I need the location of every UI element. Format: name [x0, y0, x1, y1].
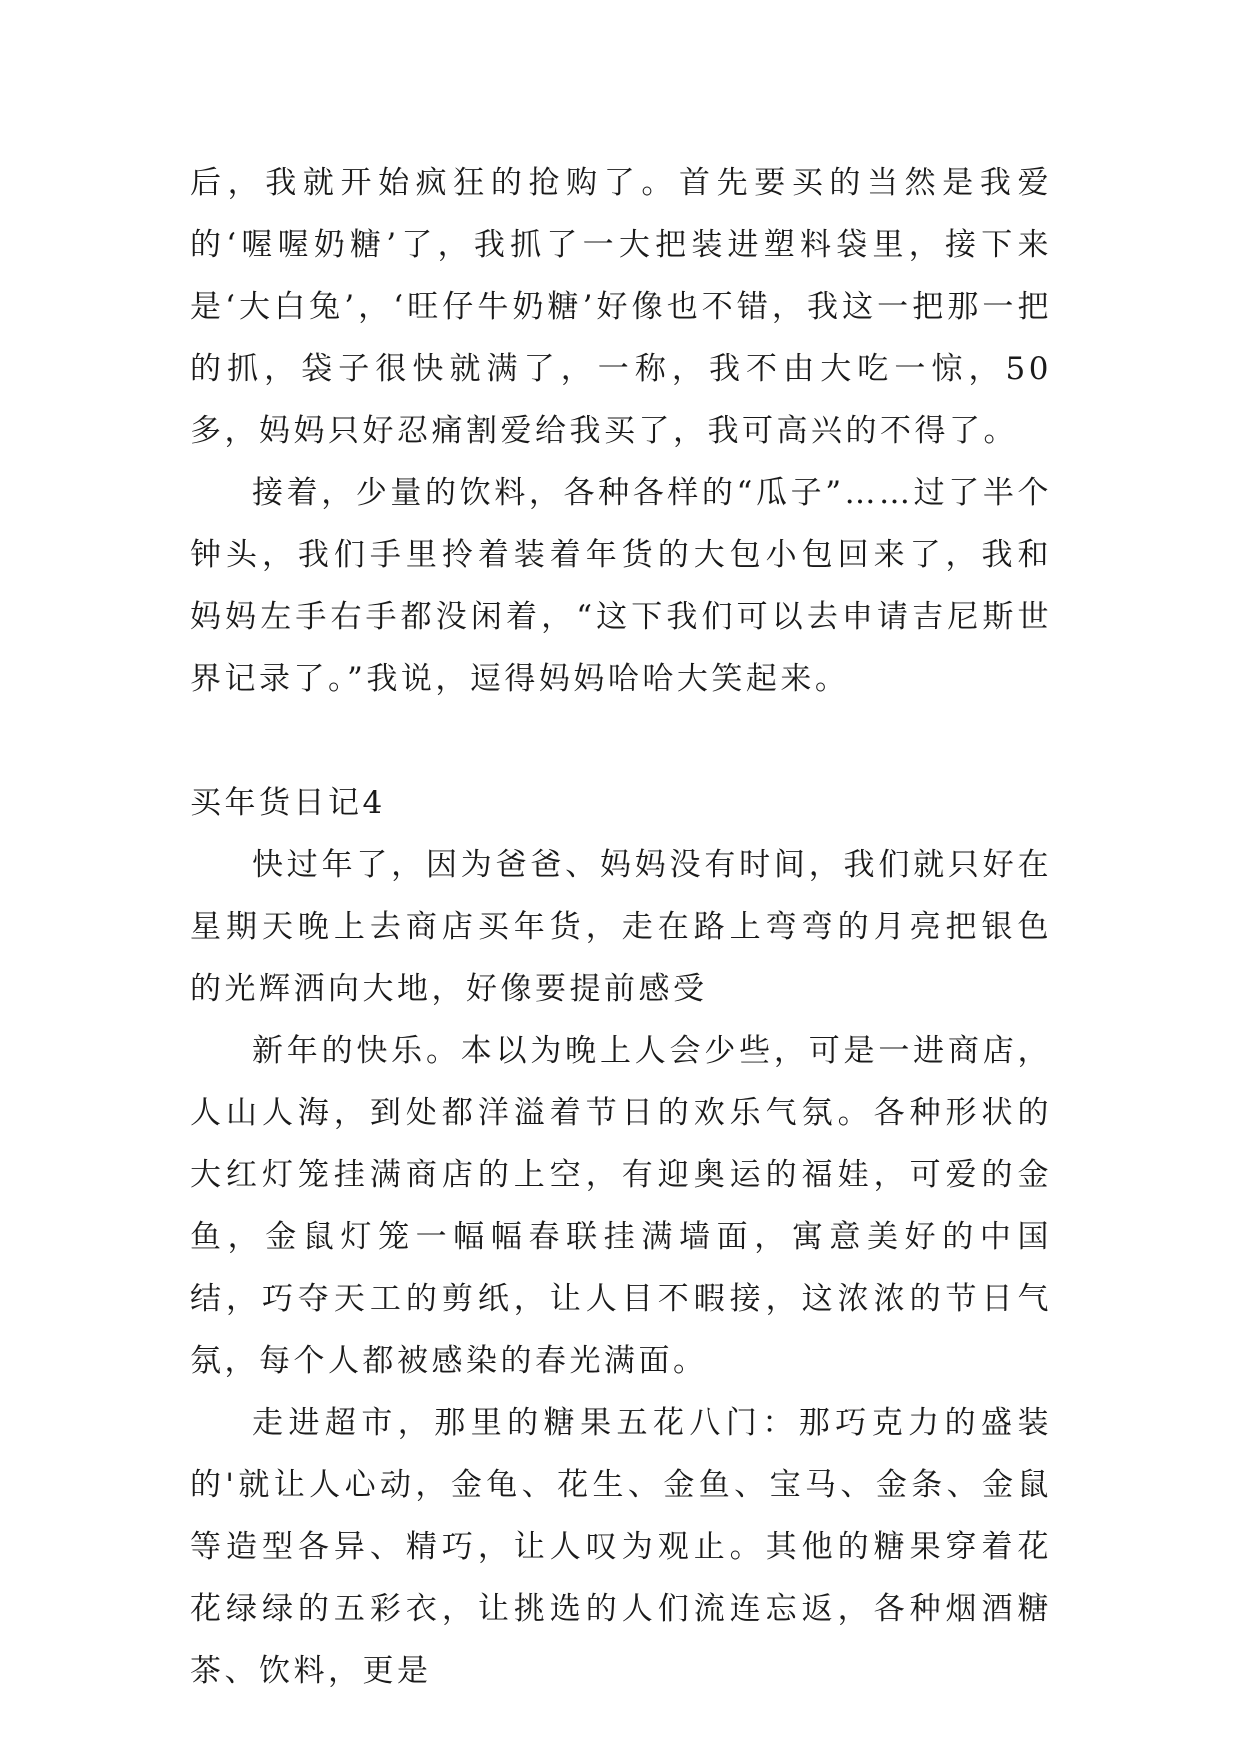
paragraph-5: 走进超市，那里的糖果五花八门：那巧克力的盛装的'就让人心动，金龟、花生、金鱼、宝马、金条、金鼠等造型各异、精巧，让人叹为观止。其他的糖果穿着花花绿绿的五彩衣，让挑选的人们流连忘返，各种烟酒糖茶、饮料，更是 [190, 1405, 1052, 1689]
paragraph-1: 后，我就开始疯狂的抢购了。首先要买的当然是我爱的‘喔喔奶糖’了，我抓了一大把装进塑料袋里，接下来是‘大白兔’，‘旺仔牛奶糖’好像也不错，我这一把那一把的抓，袋子很快就满了，一称，我不由大吃一惊，50多，妈妈只好忍痛割爱给我买了，我可高兴的不得了。 [190, 165, 1052, 449]
section-spacer [190, 710, 1052, 772]
document-page [190, 152, 1052, 1702]
paragraph-3: 快过年了，因为爸爸、妈妈没有时间，我们就只好在星期天晚上去商店买年货，走在路上弯弯的月亮把银色的光辉洒向大地，好像要提前感受 [190, 847, 1052, 1007]
paragraph-2: 接着，少量的饮料，各种各样的“瓜子”……过了半个钟头，我们手里拎着装着年货的大包小包回来了，我和妈妈左手右手都没闲着，“这下我们可以去申请吉尼斯世界记录了。”我说，逗得妈妈哈哈大笑起来。 [190, 475, 1052, 697]
paragraph-4: 新年的快乐。本以为晚上人会少些，可是一进商店，人山人海，到处都洋溢着节日的欢乐气氛。各种形状的大红灯笼挂满商店的上空，有迎奥运的福娃，可爱的金鱼，金鼠灯笼一幅幅春联挂满墙面，寓意美好的中国结，巧夺天工的剪纸，让人目不暇接，这浓浓的节日气氛，每个人都被感染的春光满面。 [190, 1033, 1052, 1379]
section-title: 买年货日记4 [190, 785, 386, 821]
